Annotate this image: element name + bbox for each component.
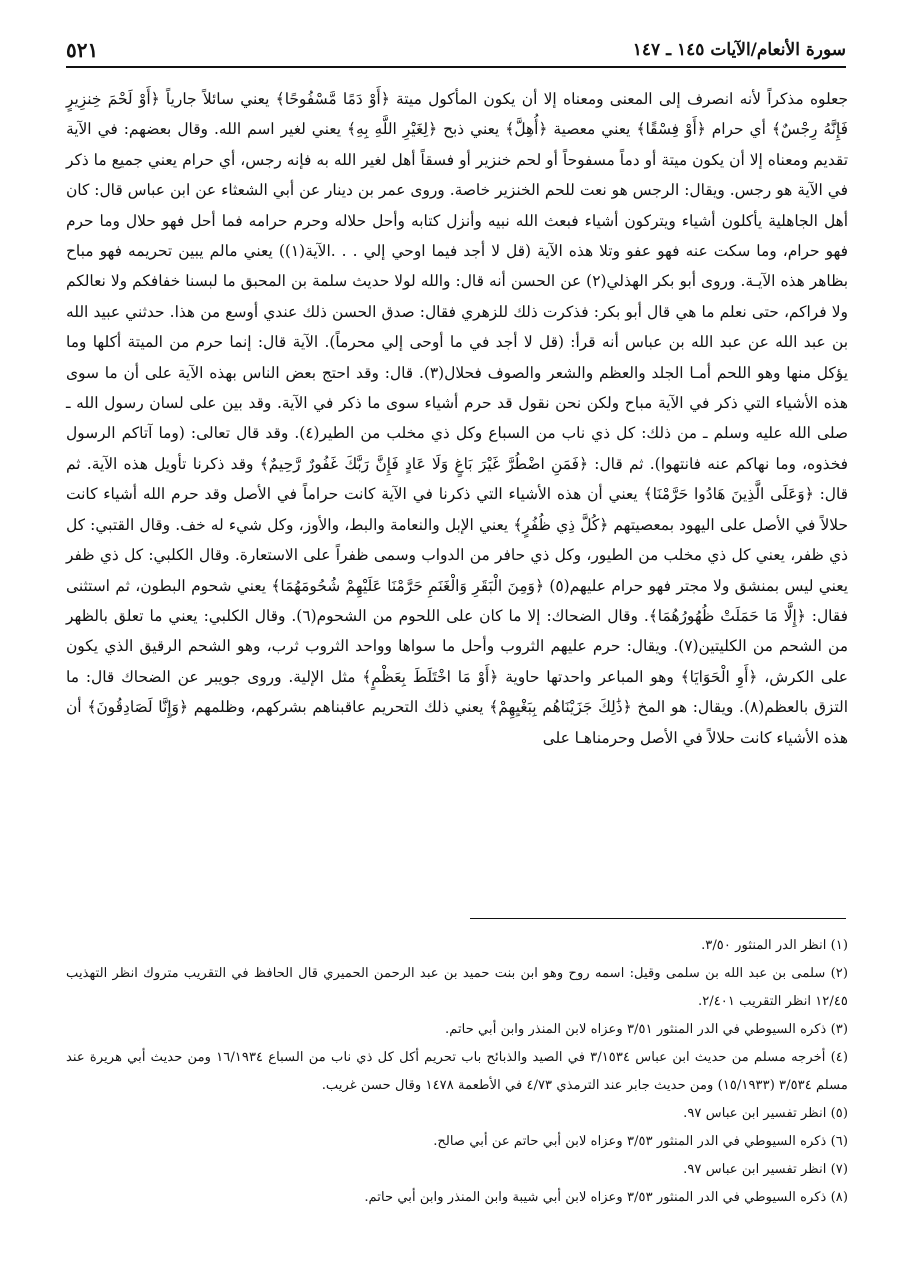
footnote-1: (١) انظر الدر المنثور ٣/٥٠. [701,938,848,953]
footnote-7: (٧) انظر تفسير ابن عباس ٩٧. [683,1162,848,1177]
footnote-8: (٨) ذكره السيوطي في الدر المنثور ٣/٥٣ وعزاه لابن أبي شيبة وابن المنذر وابن أبي حاتم. [364,1190,848,1205]
footnote-separator [470,918,846,919]
footnote-3: (٣) ذكره السيوطي في الدر المنثور ٣/٥١ وعزاه لابن المنذر وابن أبي حاتم. [445,1022,848,1037]
footnotes [66,932,848,1212]
body-paragraph: جعلوه مذكراً لأنه انصرف إلى المعنى ومعناه إلا أن يكون المأكول ميتة ﴿أَوْ دَمًا مَّسْفُوحًا﴾ يعني سائلاً جارياً ﴿أَوْ لَحْمَ خِنزِيرٍ فَإِنَّهُ رِجْسٌ﴾ أي حرام ﴿أَوْ فِسْقًا﴾ يعني معصية ﴿أُهِلَّ﴾ يعني ذبح ﴿لِغَيْرِ اللَّهِ بِهِ﴾ يعني لغير اسم الله. وقال بعضهم: في الآية تقديم ومعناه إلا أن يكون ميتة أو دماً مسفوحاً أو لحم خنزير أو فسقاً أهل لغير الله به فإنه رجس، أي حرام يعني جميع ما ذكر في الآية هو رجس. ويقال: الرجس هو نعت للحم الخنزير خاصة. وروى عمر بن دينار عن أبي الشعثاء عن ابن عباس قال: كان أهل الجاهلية يأكلون أشياء ويتركون أشياء فبعث الله نبيه وأنزل كتابه وأحل حلاله وحرم حرامه فما أحل فهو حلال وما حرم فهو حرام، وما سكت عنه فهو عفو وتلا هذه الآية (قل لا أجد فيما اوحي إلي . . .الآية(١)) يعني مالم يبين تحريمه فهو مباح بظاهر هذه الآيـة. وروى أبو بكر الهذلي(٢) عن الحسن أنه قال: والله لولا حديث سلمة بن المحبق ما لبسنا خفافكم ولا نعالكم ولا فراكم، حتى نعلم ما هي قال أبو بكر: فذكرت ذلك للزهري فقال: صدق الحسن ذلك عندي أوسع من هذا. حدثني عبيد الله بن عبد الله عن عبد الله بن عباس أنه قرأ: (قل لا أجد في ما أوحى إلي محرماً). الآية قال: إنما حرم من الميتة أكلها وما يؤكل منها وهو اللحم أمـا الجلد والعظم والشعر والصوف فحلال(٣). قال: وقد احتج بعض الناس بهذه الآية على أن ما سوى هذه الأشياء التي ذكر في الآية مباح ولكن نحن نقول قد حرم أشياء سوى ما ذكر في الآية. وقد بين على لسان رسول الله ـ صلى الله عليه وسلم ـ من ذلك: كل ذي ناب من السباع وكل ذي مخلب من الطير(٤). وقد قال تعالى: (وما آتاكم الرسول فخذوه، وما نهاكم عنه فانتهوا). ثم قال: ﴿فَمَنِ اضْطُرَّ غَيْرَ بَاغٍ وَلَا عَادٍ فَإِنَّ رَبَّكَ غَفُورٌ رَّحِيمٌ﴾ وقد ذكرنا تأويل هذه الآية. ثم قال: ﴿وَعَلَى الَّذِينَ هَادُوا حَرَّمْنَا﴾ يعني أن هذه الأشياء التي ذكرنا في الآية كانت حراماً في الأصل وقد حرم الله أشياء كانت حلالاً في الأصل على اليهود بمعصيتهم ﴿كُلَّ ذِي ظُفُرٍ﴾ يعني الإبل والنعامة والبط، والأوز، وكل شيء له خف. وقال القتبي: كل ذي ظفر، يعني كل ذي مخلب من الطيور، وكل ذي حافر من الدواب وسمى ظفراً على الاستعارة. وقال الكلبي: كل ذي ظفر يعني ليس بمنشق ولا مجتر فهو حرام عليهم(٥) ﴿وَمِنَ الْبَقَرِ وَالْغَنَمِ حَرَّمْنَا عَلَيْهِمْ شُحُومَهُمَا﴾ يعني شحوم البطون، ثم استثنى فقال: ﴿إِلَّا مَا حَمَلَتْ ظُهُورُهُمَا﴾. وقال الضحاك: إلا ما كان على اللحوم من الشحوم(٦). وقال الكلبي: يعني ما تعلق بالظهر من الشحم من الكليتين(٧). ويقال: حرم عليهم الثروب وأحل ما سواها وواحد الثروب ثرب، وهو الشحم الرقيق الذي يكون على الكرش، ﴿أَوِ الْحَوَايَا﴾ وهو المباعر واحدتها حاوية ﴿أَوْ مَا اخْتَلَطَ بِعَظْمٍ﴾ مثل الإلية. وروى جويبر عن الضحاك قال: ما التزق بالعظم(٨). ويقال: هو المخ ﴿ذَٰلِكَ جَزَيْنَاهُم بِبَغْيِهِمْ﴾ يعني ذلك التحريم عاقبناهم بشركهم، وظلمهم ﴿وَإِنَّا لَصَادِقُونَ﴾ أن هذه الأشياء كانت حلالاً في الأصل وحرمناهـا على [66,90,849,747]
footnote-4: (٤) أخرجه مسلم من حديث ابن عباس ٣/١٥٣٤ في الصيد والذبائح باب تحريم أكل كل ذي ناب من السباع ١٦/١٩٣٤ ومن حديث أبي هريرة عند مسلم ٣/٥٣٤ (١٥/١٩٣٣) ومن حديث جابر عند الترمذي ٤/٧٣ في الأطعمة ١٤٧٨ وقال حسن غريب. [66,1050,848,1093]
footnote-2: (٢) سلمى بن عبد الله بن سلمى وقيل: اسمه روح وهو ابن بنت حميد بن عبد الرحمن الحميري قال الحافظ في التقريب متروك انظر التهذيب ١٢/٤٥ انظر التقريب ٢/٤٠١. [66,966,848,1009]
body-text [66,84,848,753]
footnote-6: (٦) ذكره السيوطي في الدر المنثور ٣/٥٣ وعزاه لابن أبي حاتم عن أبي صالح. [433,1134,848,1149]
running-title: سورة الأنعام/الآيات ١٤٥ ـ ١٤٧ [632,40,846,60]
page-number: ٥٢١ [66,38,99,62]
footnote-5: (٥) انظر تفسير ابن عباس ٩٧. [683,1106,848,1121]
header-rule [66,66,846,68]
